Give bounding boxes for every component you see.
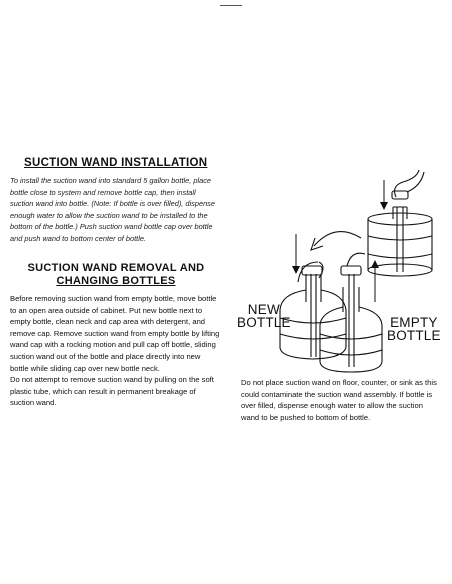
top-bottle: [368, 170, 432, 276]
removal-heading-line2: CHANGING BOTTLES: [56, 275, 176, 287]
removal-heading-line1: SUCTION WAND REMOVAL AND: [27, 262, 205, 274]
removal-text: Before removing suction wand from empty bottle, move bottle to an open area outside of cabinet. Put new bottle next to empty bottle, clean neck and cap area with detergent, and remove cap. Remove suction wand from empty bottle by lifting wand cap with a rocking motion and pull cap off bottle, sliding suction wand out of the bottle and place directly into new bottle while sliding cap over new bottle neck.: [10, 294, 220, 373]
empty-bottle-label-line2: BOTTLE: [387, 328, 441, 343]
removal-instructions: [10, 293, 220, 409]
empty-bottle-label: [387, 316, 441, 342]
caution-text: Do not place suction wand on floor, counter, or sink as this could contaminate the suction wand assembly. If bottle is over filled, dispense enough water to allow the suction wand to be pushed to bottom of bottle.: [241, 378, 437, 422]
curved-arrow: [311, 232, 361, 250]
new-bottle-label-line1: NEW: [247, 302, 280, 317]
new-bottle: [280, 234, 346, 359]
install-instructions: To install the suction wand into standard 5 gallon bottle, place bottle close to system and remove bottle cap, then install suction wand into bottle. (Note: If bottle is over filled), dispense enough water to allow the suction wand to be installed to the bottom of the bottle.) Push suction wand bottle cap over bottle and push wand to bottom center of bottle.: [10, 176, 215, 243]
removal-warning: Do not attempt to remove suction wand by pulling on the soft plastic tube, which can result in permanent breakage of suction wand.: [10, 375, 214, 408]
removal-heading: [20, 262, 212, 288]
install-heading: SUCTION WAND INSTALLATION: [24, 157, 208, 169]
new-bottle-label: [237, 303, 291, 329]
top-rule: [220, 5, 242, 6]
empty-bottle: [320, 253, 382, 372]
new-bottle-label-line2: BOTTLE: [237, 315, 291, 330]
empty-bottle-label-line1: EMPTY: [390, 315, 438, 330]
